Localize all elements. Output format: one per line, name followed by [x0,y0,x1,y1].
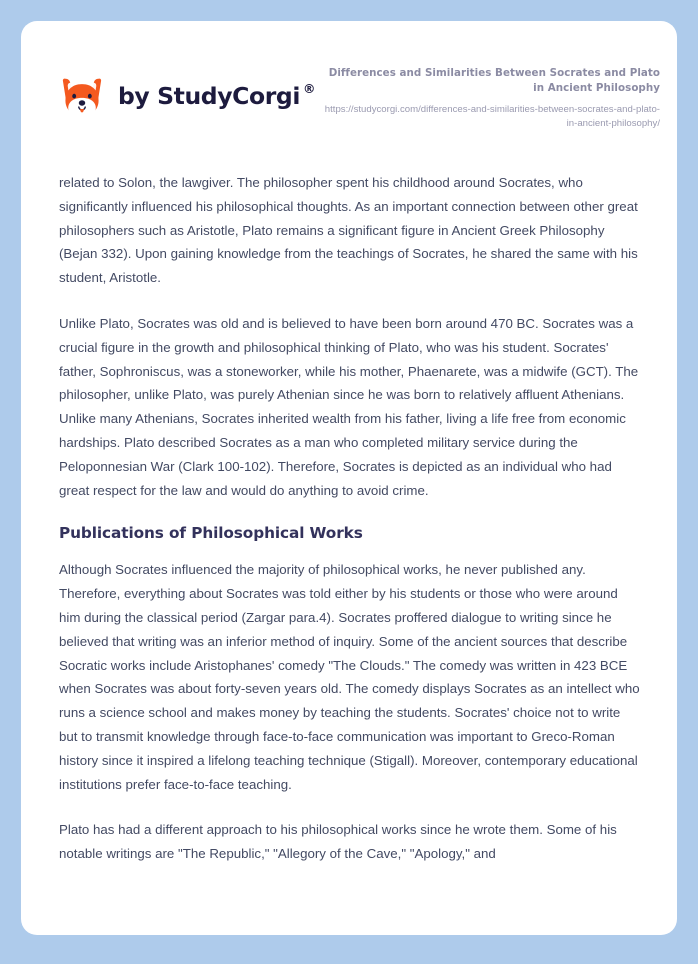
document-header [21,21,677,131]
body-paragraph: Plato has had a different approach to his philosophical works since he wrote them. Some of his notable writings are "The Republic," "Allegory of the Cave," "Apology," and [59,822,617,862]
document-body [21,171,677,866]
header-meta [315,62,660,131]
brand-wordmark-text: by StudyCorgi [118,82,301,111]
registered-trademark-icon: ® [303,81,316,97]
corgi-face-icon [59,74,105,120]
brand-lockup [59,62,316,120]
body-paragraph: related to Solon, the lawgiver. The philosopher spent his childhood around Socrates, who significantly influenced his philosophical thoughts. As an important connection between other great philosophers such as Aristotle, Plato remains a significant figure in Ancient Greek Philosophy (Bejan 332). Upon gaining knowledge from the teachings of Socrates, he shared the same with his student, Aristotle. [59,175,638,286]
body-paragraph: Unlike Plato, Socrates was old and is believed to have been born around 470 BC. Socrates was a crucial figure in the growth and philosophical thinking of Plato, who was his student. Socrates' father, Sophroniscus, was a stoneworker, while his mother, Phaenarete, was a midwife (GCT). The philosopher, unlike Plato, was purely Athenian since he was born to relatively affluent Athenians. Unlike many Athenians, Socrates inherited wealth from his father, living a life free from economic hardships. Plato described Socrates as a man who completed military service during the Peloponnesian War (Clark 100-102). Therefore, Socrates is depicted as an individual who had great respect for the law and would do anything to avoid crime. [59,316,639,498]
brand-wordmark [118,81,316,111]
source-url[interactable]: https://studycorgi.com/differences-and-similarities-between-socrates-and-plato-in-ancient-philosophy/ [324,104,660,130]
page-title: Differences and Similarities Between Socrates and Plato in Ancient Philosophy [328,67,660,94]
section-heading: Publications of Philosophical Works [59,524,363,543]
body-paragraph: Although Socrates influenced the majority of philosophical works, he never published any. Therefore, everything about Socrates was told either by his students or those who were around him during the classical period (Zargar para.4). Socrates proffered dialogue to writing since he believed that writing was an inferior method of inquiry. Some of the ancient sources that describe Socratic works include Aristophanes' comedy "The Clouds." The comedy was written in 423 BCE when Socrates was about forty-seven years old. The comedy displays Socrates as an intellect who runs a science school and makes money by teaching the students. Socrates' choice not to write but to transmit knowledge through face-to-face communication was important to Greco-Roman history since it inspired a lifelong teaching technique (Stigall). Moreover, contemporary educational institutions prefer face-to-face teaching. [59,562,640,792]
document-page [21,21,677,935]
